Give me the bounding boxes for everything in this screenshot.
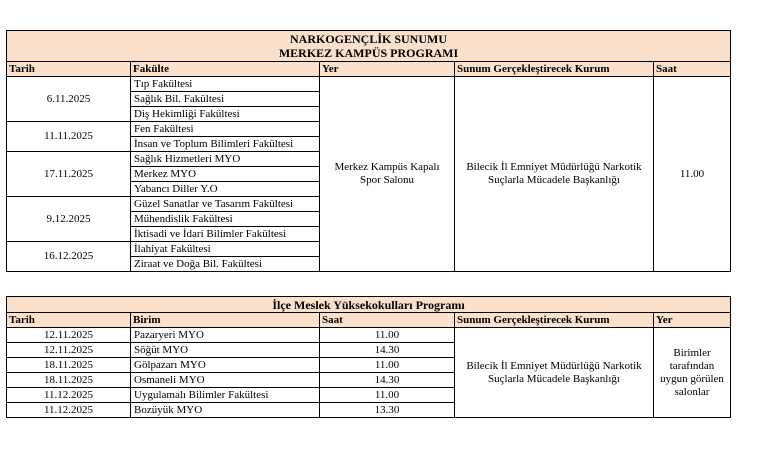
row-time: 11.00	[320, 358, 455, 373]
row-date: 11.12.2025	[7, 388, 131, 403]
row-date: 12.11.2025	[7, 328, 131, 343]
faculty-cell: Yabancı Diller Y.O	[131, 182, 320, 197]
doc-title-line2: MERKEZ KAMPÜS PROGRAMI	[278, 46, 459, 60]
row-unit: Söğüt MYO	[131, 343, 320, 358]
table1-title	[7, 31, 731, 62]
group-date: 16.12.2025	[7, 242, 131, 272]
header-org: Sunum Gerçekleştirecek Kurum	[455, 313, 654, 328]
row-time: 11.00	[320, 388, 455, 403]
row-unit: Gölpazarı MYO	[131, 358, 320, 373]
row-date: 11.12.2025	[7, 403, 131, 418]
header-date: Tarih	[7, 313, 131, 328]
row-time: 13.30	[320, 403, 455, 418]
row-date: 18.11.2025	[7, 358, 131, 373]
place-cell: Merkez Kampüs Kapalı Spor Salonu	[320, 77, 455, 272]
row-unit: Bozüyük MYO	[131, 403, 320, 418]
header-time: Saat	[654, 62, 731, 77]
faculty-cell: Diş Hekimliği Fakültesi	[131, 107, 320, 122]
group-date: 6.11.2025	[7, 77, 131, 122]
doc-title-line1: NARKOGENÇLİK SUNUMU	[289, 32, 447, 46]
faculty-cell: Fen Fakültesi	[131, 122, 320, 137]
faculty-cell: Sağlık Hizmetleri MYO	[131, 152, 320, 167]
faculty-cell: Mühendislik Fakültesi	[131, 212, 320, 227]
row-unit: Pazaryeri MYO	[131, 328, 320, 343]
row-time: 14.30	[320, 373, 455, 388]
row-date: 18.11.2025	[7, 373, 131, 388]
org-cell: Bilecik İl Emniyet Müdürlüğü Narkotik Suçlarla Mücadele Başkanlığı	[455, 328, 654, 418]
row-unit: Osmaneli MYO	[131, 373, 320, 388]
faculty-cell: Sağlık Bil. Fakültesi	[131, 92, 320, 107]
row-time: 11.00	[320, 328, 455, 343]
faculty-cell: Tıp Fakültesi	[131, 77, 320, 92]
group-date: 17.11.2025	[7, 152, 131, 197]
header-place: Yer	[654, 313, 731, 328]
group-date: 11.11.2025	[7, 122, 131, 152]
group-date: 9.12.2025	[7, 197, 131, 242]
header-place: Yer	[320, 62, 455, 77]
faculty-cell: Merkez MYO	[131, 167, 320, 182]
header-date: Tarih	[7, 62, 131, 77]
row-date: 12.11.2025	[7, 343, 131, 358]
row-time: 14.30	[320, 343, 455, 358]
district-schools-table	[6, 296, 731, 418]
place-cell: Birimler tarafından uygun görülen salonlar	[654, 328, 731, 418]
central-campus-table	[6, 30, 731, 272]
faculty-cell: İktisadi ve İdari Bilimler Fakültesi	[131, 227, 320, 242]
faculty-cell: Güzel Sanatlar ve Tasarım Fakültesi	[131, 197, 320, 212]
faculty-cell: Ziraat ve Doğa Bil. Fakültesi	[131, 257, 320, 272]
header-time: Saat	[320, 313, 455, 328]
header-org: Sunum Gerçekleştirecek Kurum	[455, 62, 654, 77]
header-unit: Birim	[131, 313, 320, 328]
faculty-cell: İnsan ve Toplum Bilimleri Fakültesi	[131, 137, 320, 152]
time-cell: 11.00	[654, 77, 731, 272]
row-unit: Uygulamalı Bilimler Fakültesi	[131, 388, 320, 403]
org-cell: Bilecik İl Emniyet Müdürlüğü Narkotik Suçlarla Mücadele Başkanlığı	[455, 77, 654, 272]
table2-title: İlçe Meslek Yüksekokulları Programı	[7, 297, 731, 313]
faculty-cell: İlahiyat Fakültesi	[131, 242, 320, 257]
header-faculty: Fakülte	[131, 62, 320, 77]
